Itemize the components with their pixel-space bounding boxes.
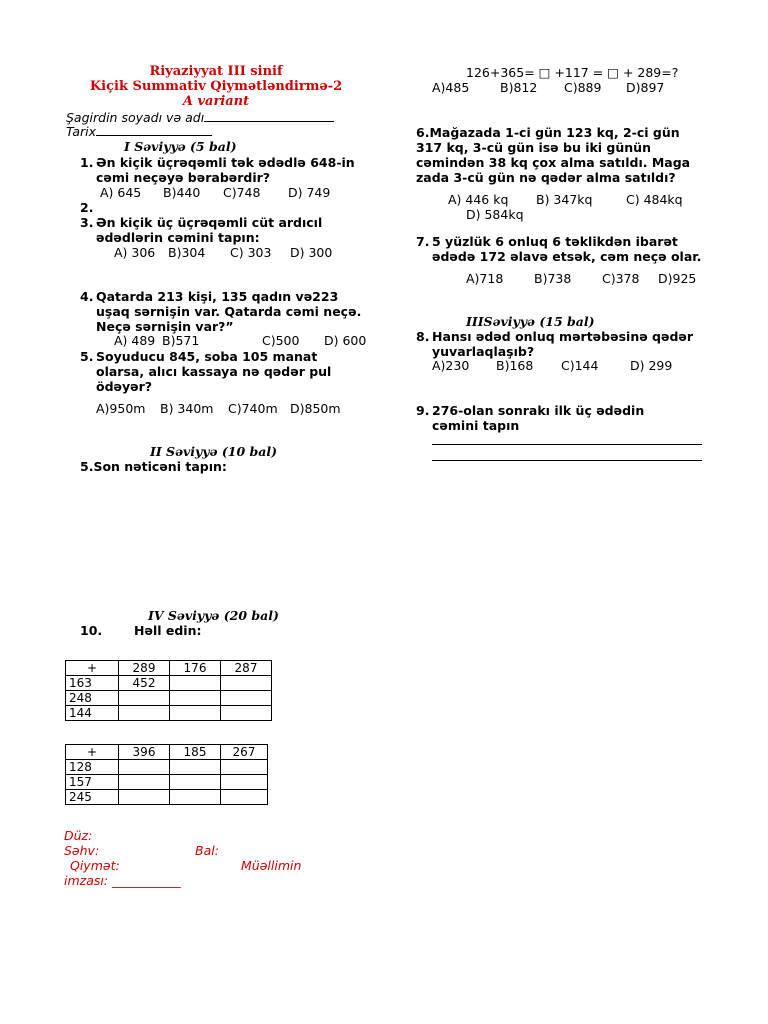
level2-option-a: A)485: [432, 80, 470, 95]
table1-cell[interactable]: 452: [119, 676, 170, 691]
q4-option-d: D) 600: [324, 333, 367, 348]
table2-cell[interactable]: [170, 775, 221, 790]
level2-title: II Səviyyə (10 bal): [150, 444, 278, 459]
q1-line1: 1. Ən kiçik üçrəqəmli tək ədədlə 648-in: [80, 155, 355, 170]
q9-line2: cəmini tapın: [432, 418, 520, 433]
table2-cell[interactable]: [170, 790, 221, 805]
level2-options: [432, 80, 664, 95]
q4-options: [114, 333, 366, 348]
table2-cell[interactable]: [221, 775, 268, 790]
q5-option-a: A)950m: [96, 401, 146, 416]
footer-wrong-label: Səhv:: [64, 843, 100, 858]
footer-correct-label: Düz:: [64, 828, 93, 843]
q10-number: 10.: [80, 623, 103, 638]
table1-cell[interactable]: [119, 706, 170, 721]
table1-cell[interactable]: [170, 691, 221, 706]
q6-option-c: C) 484kq: [626, 192, 683, 207]
level2-option-c: C)889: [564, 80, 602, 95]
q5-option-b: B) 340m: [160, 401, 214, 416]
q1-line2: cəmi neçəyə bərabərdir?: [96, 170, 271, 185]
q7-line2: ədədə 172 əlavə etsək, cəm neçə olar.: [432, 249, 702, 264]
q6-line1: 6.Mağazada 1-ci gün 123 kq, 2-ci gün: [416, 125, 680, 140]
table2-cell[interactable]: [221, 760, 268, 775]
q10-prompt: Həll edin:: [134, 623, 202, 638]
q4-line3: Neçə sərnişin var?”: [96, 319, 234, 334]
title-variant: A variant: [182, 94, 250, 109]
q6-options: [448, 192, 683, 207]
q5-line3: ödəyər?: [96, 379, 153, 394]
table1-col-header: 176: [170, 661, 221, 676]
footer-score-label: Bal:: [195, 843, 219, 858]
q8-option-c: C)144: [561, 358, 599, 373]
table2-col-header: 267: [221, 745, 268, 760]
table2-cell[interactable]: [119, 760, 170, 775]
date-label: Tarix: [66, 124, 212, 139]
q9-line1: 9. 276-olan sonrakı ilk üç ədədin: [416, 403, 645, 418]
table1-row-header: 163: [66, 676, 119, 691]
q3-line2: ədədlərin cəmini tapın:: [96, 230, 260, 245]
footer-grade-label: Qiymət:: [70, 858, 120, 873]
q4-line1: 4. Qatarda 213 kişi, 135 qadın və223: [80, 289, 339, 304]
q1-option-a: A) 645: [100, 185, 142, 200]
q5-option-c: C)740m: [228, 401, 278, 416]
table1-corner: +: [66, 661, 119, 676]
q7-option-b: B)738: [534, 271, 572, 286]
q9-answer-line-1[interactable]: [432, 434, 702, 445]
table2-cell[interactable]: [221, 790, 268, 805]
table1-row-header: 248: [66, 691, 119, 706]
table2-cell[interactable]: [119, 790, 170, 805]
table2-row-header: 157: [66, 775, 119, 790]
table2-col-header: 396: [119, 745, 170, 760]
q8-option-b: B)168: [496, 358, 534, 373]
student-name-label: Şagirdin soyadı və adı: [66, 110, 334, 125]
q8-option-a: A)230: [432, 358, 470, 373]
q2-number: 2.: [80, 200, 94, 215]
q7-option-d: D)925: [658, 271, 697, 286]
table1-row-header: 144: [66, 706, 119, 721]
q5b-prompt: 5.Son nəticəni tapın:: [80, 459, 227, 474]
q8-options: [432, 358, 672, 373]
q8-line1: 8. Hansı ədəd onluq mərtəbəsinə qədər: [416, 329, 694, 344]
footer-signature-label: imzası: ___________: [64, 873, 181, 888]
table2-row-header: 128: [66, 760, 119, 775]
q8-line2: yuvarlaqlaşıb?: [432, 344, 535, 359]
q6-line4: zada 3-cü gün nə qədər alma satıldı?: [416, 170, 676, 185]
q6-option-a: A) 446 kq: [448, 192, 509, 207]
q5-line2: olarsa, alıcı kassaya nə qədər pul: [96, 364, 332, 379]
q7-option-a: A)718: [466, 271, 504, 286]
q4-option-c: C)500: [262, 333, 300, 348]
level4-title: IV Səviyyə (20 bal): [148, 608, 279, 623]
footer-teacher-label: Müəllimin: [241, 858, 302, 873]
table1-col-header: 289: [119, 661, 170, 676]
q1-option-d: D) 749: [288, 185, 331, 200]
table1-cell[interactable]: [221, 676, 272, 691]
level2-option-b: B)812: [500, 80, 538, 95]
q6-line2: 317 kq, 3-cü gün isə bu iki günün: [416, 140, 651, 155]
q3-option-a: A) 306: [114, 245, 156, 260]
table2-cell[interactable]: [170, 760, 221, 775]
table1-cell[interactable]: [170, 676, 221, 691]
table2-row-header: 245: [66, 790, 119, 805]
q8-option-d: D) 299: [630, 358, 673, 373]
q7-options: [466, 271, 696, 286]
table1-cell[interactable]: [170, 706, 221, 721]
q5-option-d: D)850m: [290, 401, 341, 416]
title-subject: Riyaziyyat III sinif: [149, 64, 283, 79]
q3-option-b: B)304: [168, 245, 206, 260]
q3-option-d: D) 300: [290, 245, 333, 260]
q1-option-b: B)440: [163, 185, 201, 200]
level2-expression: 126+365= □ +117 = □ + 289=?: [466, 65, 679, 80]
level2-option-d: D)897: [626, 80, 665, 95]
addition-table-1: [65, 660, 272, 721]
level3-title: IIISəviyyə (15 bal): [466, 314, 595, 329]
table1-cell[interactable]: [221, 706, 272, 721]
q7-line1: 7. 5 yüzlük 6 onluq 6 təklikdən ibarət: [416, 234, 678, 249]
q7-option-c: C)378: [602, 271, 640, 286]
table1-cell[interactable]: [119, 691, 170, 706]
table2-corner: +: [66, 745, 119, 760]
q5-options: [96, 401, 341, 416]
level1-title: I Səviyyə (5 bal): [124, 139, 237, 154]
table1-cell[interactable]: [221, 691, 272, 706]
q5-line1: 5. Soyuducu 845, soba 105 manat: [80, 349, 318, 364]
q3-option-c: C) 303: [230, 245, 272, 260]
q3-line1: 3. Ən kiçik üç üçrəqəmli cüt ardıcıl: [80, 215, 323, 230]
table1-col-header: 287: [221, 661, 272, 676]
table2-cell[interactable]: [119, 775, 170, 790]
q6-line3: cəmindən 38 kq çox alma satıldı. Maga: [416, 155, 691, 170]
addition-table-2: [65, 744, 268, 805]
table2-col-header: 185: [170, 745, 221, 760]
q1-options: [100, 185, 330, 200]
q3-options: [114, 245, 332, 260]
q6-option-b: B) 347kq: [536, 192, 593, 207]
q4-line2: uşaq sərnişin var. Qatarda cəmi neçə.: [96, 304, 362, 319]
title-assessment: Kiçik Summativ Qiymətləndirmə-2: [89, 79, 343, 94]
q6-option-d: D) 584kq: [466, 207, 524, 222]
q4-option-a: A) 489: [114, 333, 156, 348]
q4-option-b: B)571: [162, 333, 200, 348]
q9-answer-line-2[interactable]: [432, 450, 702, 461]
q1-option-c: C)748: [223, 185, 261, 200]
